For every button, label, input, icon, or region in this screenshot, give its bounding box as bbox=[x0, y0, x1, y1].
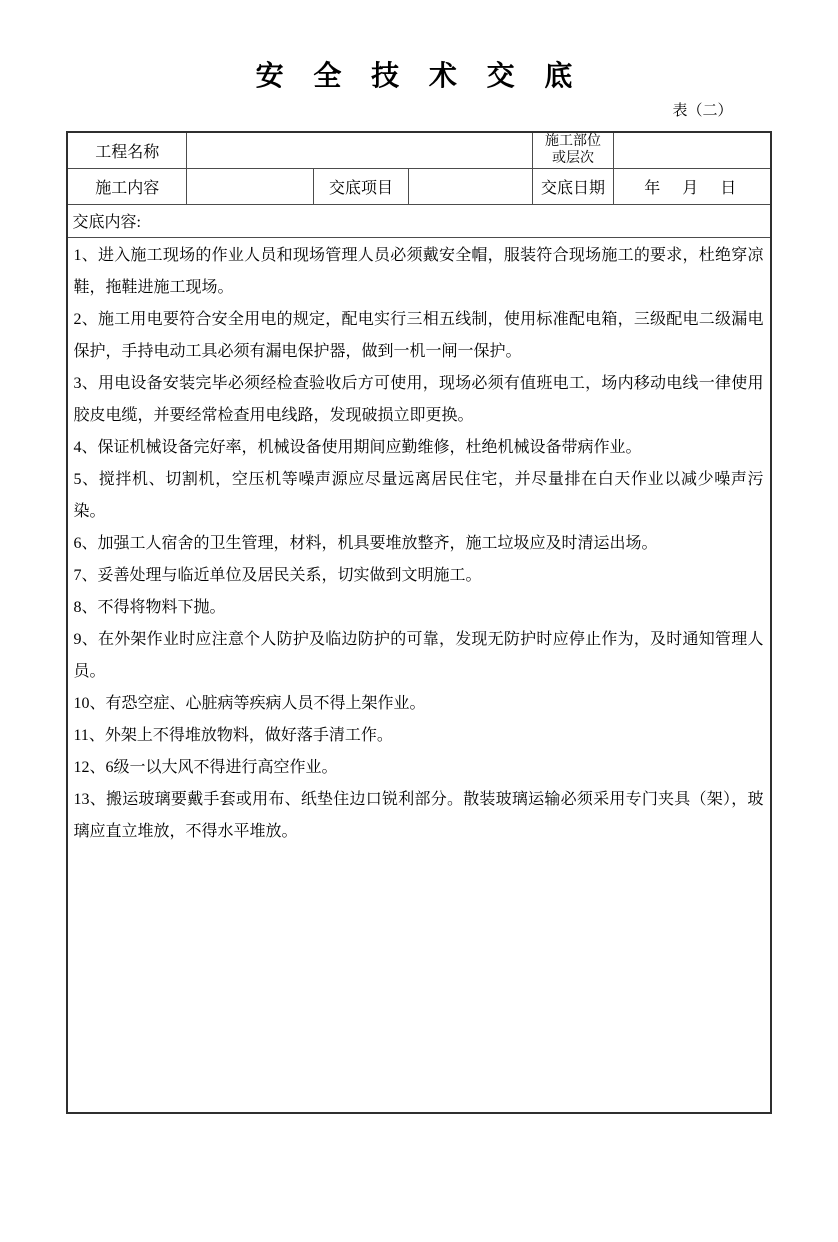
content-item: 2、施工用电要符合安全用电的规定，配电实行三相五线制，使用标准配电箱，三级配电二级漏电保护，手持电动工具必须有漏电保护器，做到一机一闸一保护。 bbox=[73, 310, 764, 360]
construction-content-value-cell[interactable] bbox=[186, 168, 313, 204]
disclosure-item-value-cell[interactable] bbox=[408, 168, 532, 204]
disclosure-form-table bbox=[66, 131, 771, 1114]
project-name-label: 工程名称 bbox=[67, 132, 186, 168]
content-item: 4、保证机械设备完好率，机械设备使用期间应勤维修，杜绝机械设备带病作业。 bbox=[73, 438, 642, 456]
disclosure-date-value-cell[interactable]: 年 月 日 bbox=[614, 168, 771, 204]
content-body-cell bbox=[67, 237, 770, 1113]
table-row bbox=[67, 204, 770, 237]
content-item: 9、在外架作业时应注意个人防护及临边防护的可靠，发现无防护时应停止作为，及时通知管理人员。 bbox=[73, 630, 764, 680]
project-name-value-cell[interactable] bbox=[186, 132, 532, 168]
construction-part-label bbox=[533, 132, 614, 168]
content-item: 10、有恐空症、心脏病等疾病人员不得上架作业。 bbox=[73, 694, 426, 712]
content-item: 7、妥善处理与临近单位及居民关系，切实做到文明施工。 bbox=[73, 566, 482, 584]
content-item: 13、搬运玻璃要戴手套或用布、纸垫住边口锐利部分。散装玻璃运输必须采用专门夹具（架），玻璃应直立堆放，不得水平堆放。 bbox=[73, 790, 764, 840]
table-row bbox=[67, 132, 770, 168]
form-number: 表（二） bbox=[672, 103, 733, 119]
content-section-label: 交底内容: bbox=[67, 204, 770, 237]
construction-part-label-line2: 或层次 bbox=[552, 151, 594, 167]
disclosure-item-label: 交底项目 bbox=[313, 168, 408, 204]
table-row bbox=[67, 237, 770, 1113]
content-item: 11、外架上不得堆放物料，做好落手清工作。 bbox=[73, 726, 393, 744]
construction-part-label-line1: 施工部位 bbox=[545, 134, 601, 150]
table-row bbox=[67, 168, 770, 204]
document-page bbox=[0, 56, 838, 1114]
construction-part-value-cell[interactable] bbox=[614, 132, 771, 168]
content-item: 12、6级一以大风不得进行高空作业。 bbox=[73, 758, 338, 776]
document-title: 安 全 技 术 交 底 bbox=[255, 59, 583, 92]
content-item: 5、搅拌机、切割机，空压机等噪声源应尽量远离居民住宅，并尽量排在白天作业以减少噪声污染。 bbox=[73, 470, 764, 520]
content-item: 6、加强工人宿舍的卫生管理，材料，机具要堆放整齐，施工垃圾应及时清运出场。 bbox=[73, 534, 658, 552]
disclosure-date-label: 交底日期 bbox=[533, 168, 614, 204]
content-item: 8、不得将物料下抛。 bbox=[73, 598, 226, 616]
content-item: 3、用电设备安装完毕必须经检查验收后方可使用，现场必须有值班电工，场内移动电线一律使用胶皮电缆，并要经常检查用电线路，发现破损立即更换。 bbox=[73, 374, 764, 424]
content-item: 1、进入施工现场的作业人员和现场管理人员必须戴安全帽，服装符合现场施工的要求，杜绝穿凉鞋，拖鞋进施工现场。 bbox=[73, 246, 764, 296]
construction-content-label: 施工内容 bbox=[67, 168, 186, 204]
content-items-list bbox=[73, 240, 763, 848]
